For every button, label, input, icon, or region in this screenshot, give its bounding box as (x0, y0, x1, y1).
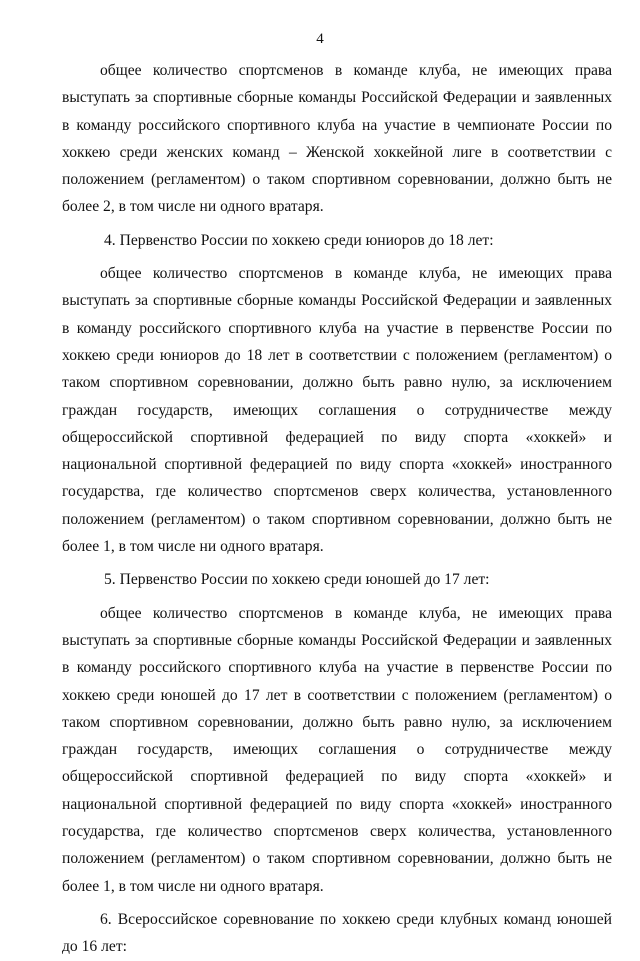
document-body (62, 57, 612, 961)
section-heading-youth-u17: 5. Первенство России по хоккею среди юношей до 17 лет: (104, 571, 490, 589)
paragraph-juniors-u18-rule: общее количество спортсменов в команде клуба, не имеющих права выступать за спортивные сборные команды Российской Федерации и заявленных в команду российского спортивного клуба на участие в первенстве России по хоккею среди юниоров до 18 лет в соответствии с положением (регламентом) о таком спортивном соревновании, должно быть равно нулю, за исключением граждан государств, имеющих соглашения о сотрудничестве между общероссийской спортивной федерацией по виду спорта «хоккей» и национальной спортивной федерацией по виду спорта «хоккей» иностранного государства, где количество спортсменов сверх количества, установленного положением (регламентом) о таком спортивном соревновании, должно быть не более 1, в том числе ни одного вратаря. (62, 265, 612, 556)
section-heading-juniors-u18: 4. Первенство России по хоккею среди юниоров до 18 лет: (104, 231, 494, 249)
paragraph-women-league-rule: общее количество спортсменов в команде клуба, не имеющих права выступать за спортивные сборные команды Российской Федерации и заявленных в команду российского спортивного клуба на участие в чемпионате России по хоккею среди женских команд – Женской хоккейной лиге в соответствии с положением (регламентом) о таком спортивном соревновании, должно быть не более 2, в том числе ни одного вратаря. (62, 62, 612, 216)
paragraph-youth-u17-rule: общее количество спортсменов в команде клуба, не имеющих права выступать за спортивные сборные команды Российской Федерации и заявленных в команду российского спортивного клуба на участие в первенстве России по хоккею среди юношей до 17 лет в соответствии с положением (регламентом) о таком спортивном соревновании, должно быть равно нулю, за исключением граждан государств, имеющих соглашения о сотрудничестве между общероссийской спортивной федерацией по виду спорта «хоккей» и национальной спортивной федерацией по виду спорта «хоккей» иностранного государства, где количество спортсменов сверх количества, установленного положением (регламентом) о таком спортивном соревновании, должно быть не более 1, в том числе ни одного вратаря. (62, 604, 612, 895)
page-number: 4 (316, 31, 324, 47)
section-heading-youth-u16: 6. Всероссийское соревнование по хоккею среди клубных команд юношей до 16 лет: (62, 910, 612, 956)
